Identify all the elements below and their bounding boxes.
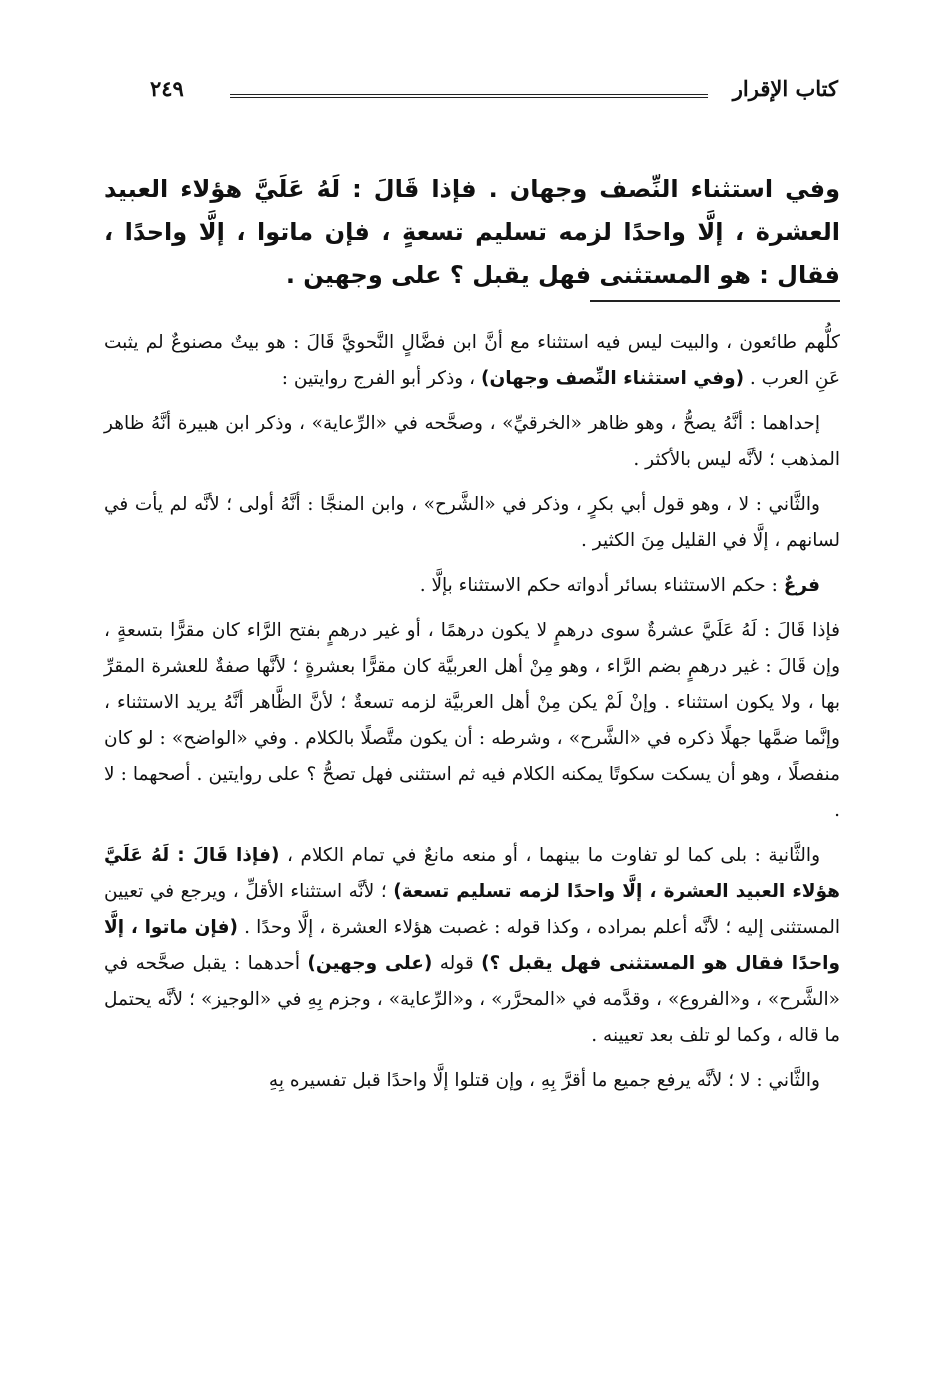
commentary-text: ؛ لأنَّه استثناء الأقلِّ ، ويرجع في تعيين المستثنى إليه ؛ لأنَّه أعلم بمراده ، وكذا قوله : غصبت هؤلاء العشرة ، إلَّا وحدًا . <box>104 881 841 938</box>
commentary-text: أحدهما : يقبل صحَّحه في «الشَّرح» ، و«الفروع» ، وقدَّمه في «المحرَّر» ، و«الرِّعاية» ، وجزم بِهِ في «الوجيز» ؛ لأنَّه يحتمل ما قاله ، وكما لو تلف بعد تعيينه . <box>104 953 840 1046</box>
commentary-text: : حكم الاستثناء بسائر أدواته حكم الاستثناء بإلَّا . <box>419 575 784 596</box>
quoted-matn: (على وجهين) <box>307 953 433 974</box>
page-number: ٢٤٩ <box>150 76 184 101</box>
commentary-text: كلُّهم طائعون ، والبيت ليس فيه استثناء مع أنَّ ابن فضَّالٍ النَّحويَّ قَالَ : هو بيتٌ مصنوعٌ لم يثبت عَنِ العرب . <box>104 332 840 389</box>
header-rule <box>230 94 708 98</box>
commentary-text: قوله <box>432 953 482 974</box>
chapter-title: كتاب الإقرار <box>732 76 838 101</box>
quoted-matn: (فإن ماتوا ، إلَّا واحدًا فقال هو المستثنى فهل يقبل ؟) <box>104 917 841 974</box>
main-text-body: وفي استثناء النِّصف وجهان . فإذا قَالَ : لَهُ عَلَيَّ هؤلاء العبيد العشرة ، إلَّا واحدًا لزمه تسليم تسعةٍ ، فإن ماتوا ، إلَّا واحدًا ، فقال : هو المستثنى فهل يقبل ؟ على وجهين . <box>104 175 840 289</box>
running-header <box>150 72 838 112</box>
commentary-paragraph-4 <box>104 568 840 604</box>
quoted-matn: (فإذا قَالَ : لَهُ عَلَيَّ هؤلاء العبيد العشرة ، إلَّا واحدًا لزمه تسليم تسعة) <box>104 845 840 902</box>
branch-label: فرعٌ <box>783 575 820 596</box>
commentary-paragraph-2: إحداهما : أنَّهُ يصحُّ ، وهو ظاهر «الخرقيِّ» ، وصحَّحه في «الرِّعاية» ، وذكر ابن هبيرة أنَّهُ ظاهر المذهب ؛ لأنَّه ليس بالأكثر . <box>104 413 840 470</box>
commentary-paragraph-3: والثَّاني : لا ، وهو قول أبي بكرٍ ، وذكر في «الشَّرح» ، وابن المنجَّا : أنَّهُ أولى ؛ لأنَّه لم يأت في لسانهم ، إلَّا في القليل مِنَ الكثير . <box>104 494 840 551</box>
commentary-paragraph-7: والثَّاني : لا ؛ لأنَّه يرفع جميع ما أقرَّ بِهِ ، وإن قتلوا إلَّا واحدًا قبل تفسيره بِهِ <box>268 1070 820 1091</box>
quoted-matn: (وفي استثناء النِّصف وجهان) <box>480 368 745 389</box>
commentary-text: والثَّانية : بلى كما لو تفاوت ما بينهما ، أو منعه مانعٌ في تمام الكلام ، <box>279 845 821 866</box>
footnote-separator <box>590 300 840 302</box>
commentary-paragraph-6 <box>104 838 840 1054</box>
main-text <box>104 168 840 297</box>
commentary-paragraph-1 <box>104 325 840 397</box>
commentary-paragraph-5: فإذا قَالَ : لَهُ عَلَيَّ عشرةٌ سوى درهمٍ لا يكون درهمًا ، أو غير درهمٍ بفتح الرَّاء كان مقرًّا بتسعةٍ ، وإن قَالَ : غير درهمٍ بضم الرَّاء ، وهو مِنْ أهل العربيَّة كان مقرًّا بعشرةٍ ؛ لأنَّها صفةٌ للعشرة المقرِّ بها ، ولا يكون استثناء . وإنْ لَمْ يكن مِنْ أهل العربيَّة لزمه تسعةٌ ؛ لأنَّ الظَّاهر أنَّهُ يريد الاستثناء ، وإنَّما ضمَّها جهلًا ذكره في «الشَّرح» ، وشرطه : أن يكون متَّصلًا بالكلام . وفي «الواضح» : لو كان منفصلًا ، وهو أن يسكت سكوتًا يمكنه الكلام فيه ثم استثنى فهل تصحُّ ؟ على روايتين . أصحهما : لا . <box>104 620 840 821</box>
commentary <box>104 325 840 1108</box>
commentary-text: ، وذكر أبو الفرج روايتين : <box>281 368 481 389</box>
